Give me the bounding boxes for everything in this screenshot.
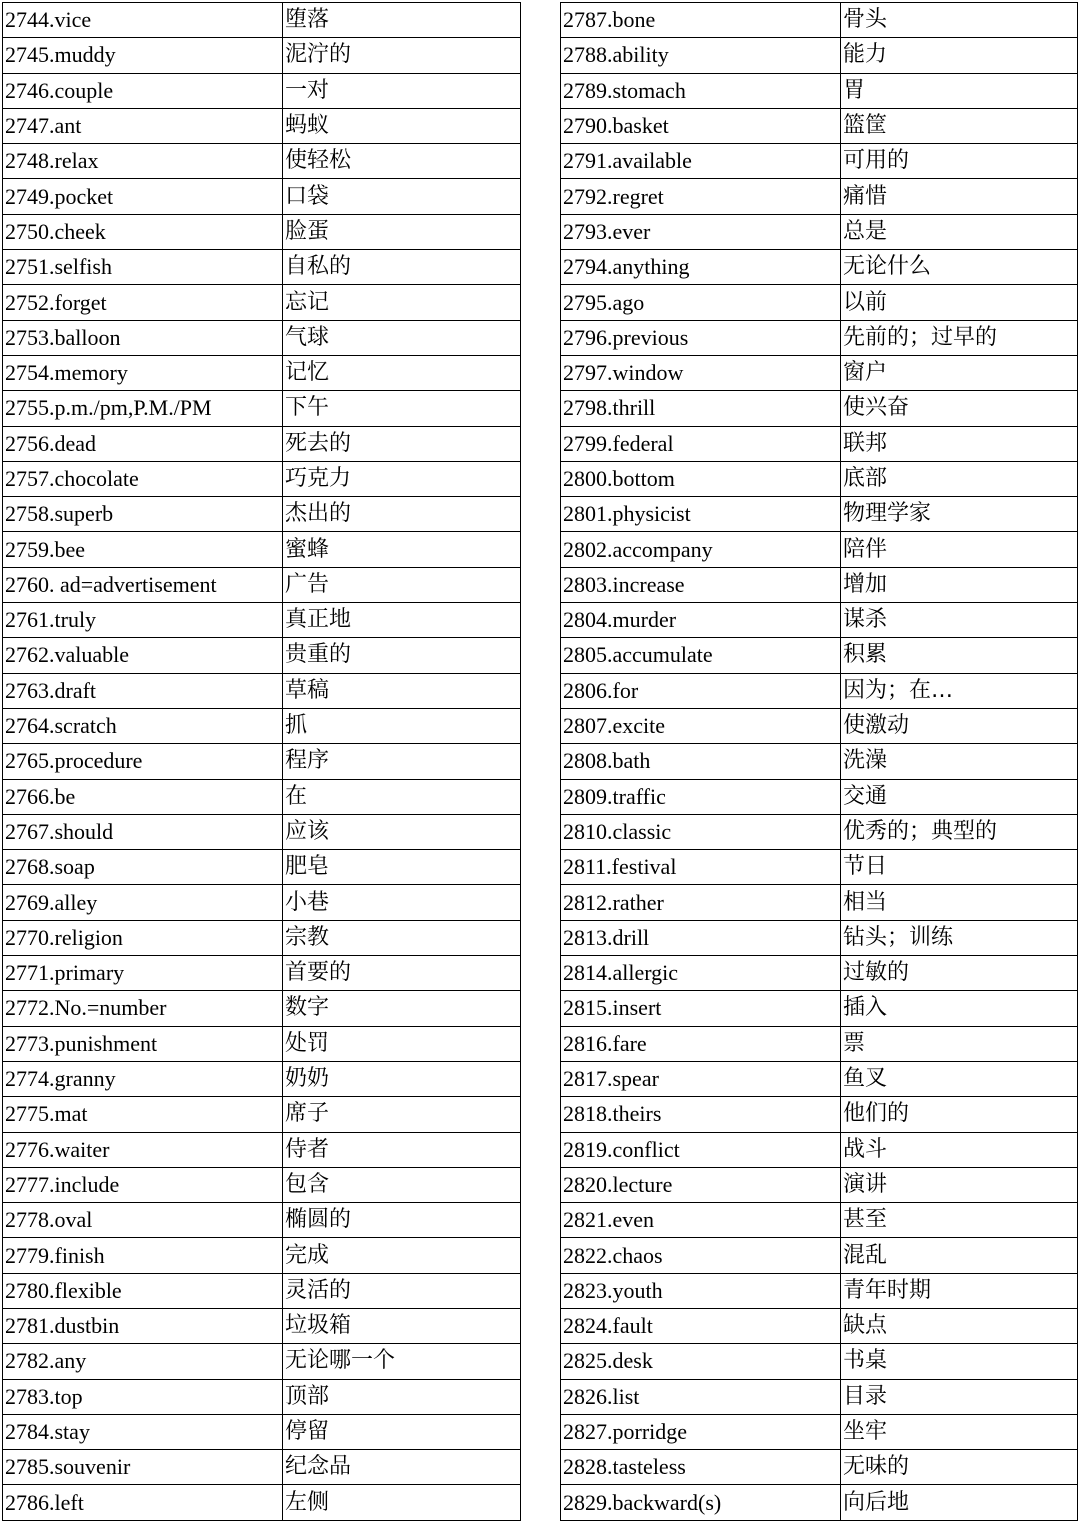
vocab-word: 2823.youth xyxy=(561,1273,841,1308)
table-row xyxy=(3,250,521,285)
vocab-word: 2815.insert xyxy=(561,991,841,1026)
vocab-meaning: 洗澡 xyxy=(841,744,1078,779)
table-row xyxy=(561,1273,1078,1308)
vocab-word: 2795.ago xyxy=(561,285,841,320)
table-row xyxy=(561,744,1078,779)
vocab-meaning: 票 xyxy=(841,1026,1078,1061)
vocab-word: 2744.vice xyxy=(3,3,283,38)
vocab-word: 2813.drill xyxy=(561,920,841,955)
vocab-meaning: 混乱 xyxy=(841,1238,1078,1273)
vocab-meaning: 窗户 xyxy=(841,355,1078,390)
vocab-word: 2761.truly xyxy=(3,603,283,638)
vocab-word: 2780.flexible xyxy=(3,1273,283,1308)
vocab-word: 2754.memory xyxy=(3,355,283,390)
vocab-word: 2756.dead xyxy=(3,426,283,461)
vocab-meaning: 宗教 xyxy=(283,920,521,955)
table-row xyxy=(561,426,1078,461)
vocab-word: 2757.chocolate xyxy=(3,461,283,496)
vocab-table-left-body xyxy=(3,3,521,1521)
vocab-meaning: 椭圆的 xyxy=(283,1203,521,1238)
vocab-word: 2821.even xyxy=(561,1203,841,1238)
vocab-word: 2759.bee xyxy=(3,532,283,567)
vocab-meaning: 钻头；训练 xyxy=(841,920,1078,955)
vocab-meaning: 蜜蜂 xyxy=(283,532,521,567)
vocab-word: 2753.balloon xyxy=(3,320,283,355)
vocab-word: 2800.bottom xyxy=(561,461,841,496)
vocab-word: 2771.primary xyxy=(3,956,283,991)
vocab-meaning: 首要的 xyxy=(283,956,521,991)
vocab-word: 2792.regret xyxy=(561,179,841,214)
vocab-meaning: 杰出的 xyxy=(283,497,521,532)
vocab-meaning: 积累 xyxy=(841,638,1078,673)
vocab-word: 2745.muddy xyxy=(3,38,283,73)
vocab-word: 2774.granny xyxy=(3,1061,283,1096)
table-row xyxy=(3,991,521,1026)
vocab-word: 2782.any xyxy=(3,1344,283,1379)
table-row xyxy=(3,885,521,920)
vocab-word: 2814.allergic xyxy=(561,956,841,991)
vocab-word: 2789.stomach xyxy=(561,73,841,108)
vocab-table-left xyxy=(2,2,521,1521)
table-row xyxy=(561,1308,1078,1343)
vocab-meaning: 自私的 xyxy=(283,250,521,285)
vocab-word: 2752.forget xyxy=(3,285,283,320)
vocab-word: 2769.alley xyxy=(3,885,283,920)
table-row xyxy=(561,250,1078,285)
vocab-word: 2790.basket xyxy=(561,108,841,143)
vocab-meaning: 顶部 xyxy=(283,1379,521,1414)
vocab-word: 2797.window xyxy=(561,355,841,390)
table-row xyxy=(561,956,1078,991)
vocab-word: 2762.valuable xyxy=(3,638,283,673)
vocab-word: 2804.murder xyxy=(561,603,841,638)
table-row xyxy=(3,391,521,426)
table-row xyxy=(561,603,1078,638)
table-row xyxy=(561,991,1078,1026)
vocab-meaning: 泥泞的 xyxy=(283,38,521,73)
vocab-meaning: 无味的 xyxy=(841,1450,1078,1485)
table-row xyxy=(3,638,521,673)
table-row xyxy=(561,1238,1078,1273)
vocab-meaning: 抓 xyxy=(283,708,521,743)
vocab-word: 2794.anything xyxy=(561,250,841,285)
table-row xyxy=(561,638,1078,673)
vocab-word: 2781.dustbin xyxy=(3,1308,283,1343)
vocab-meaning: 战斗 xyxy=(841,1132,1078,1167)
table-row xyxy=(561,497,1078,532)
vocab-word: 2764.scratch xyxy=(3,708,283,743)
vocab-word: 2807.excite xyxy=(561,708,841,743)
vocab-meaning: 无论什么 xyxy=(841,250,1078,285)
vocab-word: 2763.draft xyxy=(3,673,283,708)
vocab-meaning: 向后地 xyxy=(841,1485,1078,1520)
table-row xyxy=(3,1485,521,1520)
table-row xyxy=(3,1344,521,1379)
vocab-word: 2798.thrill xyxy=(561,391,841,426)
table-row xyxy=(3,567,521,602)
vocab-word: 2785.souvenir xyxy=(3,1450,283,1485)
vocab-word: 2786.left xyxy=(3,1485,283,1520)
table-row xyxy=(561,285,1078,320)
vocab-meaning: 程序 xyxy=(283,744,521,779)
table-row xyxy=(3,779,521,814)
vocab-word: 2822.chaos xyxy=(561,1238,841,1273)
table-row xyxy=(3,355,521,390)
vocab-meaning: 节日 xyxy=(841,850,1078,885)
table-row xyxy=(561,885,1078,920)
vocab-word: 2820.lecture xyxy=(561,1167,841,1202)
vocab-meaning: 演讲 xyxy=(841,1167,1078,1202)
table-row xyxy=(561,814,1078,849)
table-row xyxy=(561,108,1078,143)
vocab-word: 2776.waiter xyxy=(3,1132,283,1167)
vocab-meaning: 贵重的 xyxy=(283,638,521,673)
vocab-word: 2810.classic xyxy=(561,814,841,849)
vocab-word: 2802.accompany xyxy=(561,532,841,567)
vocab-meaning: 目录 xyxy=(841,1379,1078,1414)
table-row xyxy=(3,1097,521,1132)
vocab-word: 2766.be xyxy=(3,779,283,814)
vocab-word: 2791.available xyxy=(561,144,841,179)
vocab-word: 2826.list xyxy=(561,1379,841,1414)
vocab-meaning: 完成 xyxy=(283,1238,521,1273)
vocab-meaning: 交通 xyxy=(841,779,1078,814)
table-row xyxy=(561,1414,1078,1449)
table-row xyxy=(561,38,1078,73)
vocab-meaning: 蚂蚁 xyxy=(283,108,521,143)
vocab-word: 2783.top xyxy=(3,1379,283,1414)
vocab-meaning: 因为；在… xyxy=(841,673,1078,708)
vocab-word: 2760. ad=advertisement xyxy=(3,567,283,602)
vocab-meaning: 左侧 xyxy=(283,1485,521,1520)
vocab-word: 2812.rather xyxy=(561,885,841,920)
vocab-word: 2805.accumulate xyxy=(561,638,841,673)
table-row xyxy=(3,73,521,108)
table-row xyxy=(3,850,521,885)
table-row xyxy=(561,1485,1078,1520)
vocab-word: 2819.conflict xyxy=(561,1132,841,1167)
vocab-word: 2779.finish xyxy=(3,1238,283,1273)
table-row xyxy=(3,532,521,567)
table-row xyxy=(3,1308,521,1343)
vocab-word: 2755.p.m./pm,P.M./PM xyxy=(3,391,283,426)
vocab-meaning: 使轻松 xyxy=(283,144,521,179)
vocab-word: 2828.tasteless xyxy=(561,1450,841,1485)
vocab-meaning: 插入 xyxy=(841,991,1078,1026)
vocab-word: 2767.should xyxy=(3,814,283,849)
vocab-meaning: 总是 xyxy=(841,214,1078,249)
vocab-meaning: 应该 xyxy=(283,814,521,849)
table-row xyxy=(561,179,1078,214)
vocab-meaning: 鱼叉 xyxy=(841,1061,1078,1096)
vocab-word: 2784.stay xyxy=(3,1414,283,1449)
table-row xyxy=(561,355,1078,390)
table-row xyxy=(561,1132,1078,1167)
table-row xyxy=(561,1203,1078,1238)
vocab-word: 2827.porridge xyxy=(561,1414,841,1449)
table-row xyxy=(3,603,521,638)
table-row xyxy=(561,779,1078,814)
vocab-meaning: 青年时期 xyxy=(841,1273,1078,1308)
vocab-meaning: 纪念品 xyxy=(283,1450,521,1485)
vocab-word: 2748.relax xyxy=(3,144,283,179)
table-row xyxy=(561,1097,1078,1132)
vocab-meaning: 使激动 xyxy=(841,708,1078,743)
table-row xyxy=(561,214,1078,249)
vocab-meaning: 可用的 xyxy=(841,144,1078,179)
table-row xyxy=(3,1167,521,1202)
vocab-word: 2746.couple xyxy=(3,73,283,108)
table-row xyxy=(561,3,1078,38)
vocab-word: 2775.mat xyxy=(3,1097,283,1132)
table-row xyxy=(561,391,1078,426)
vocab-meaning: 草稿 xyxy=(283,673,521,708)
vocab-meaning: 坐牢 xyxy=(841,1414,1078,1449)
table-row xyxy=(3,1132,521,1167)
vocab-meaning: 堕落 xyxy=(283,3,521,38)
vocab-meaning: 物理学家 xyxy=(841,497,1078,532)
table-row xyxy=(561,673,1078,708)
vocab-meaning: 胃 xyxy=(841,73,1078,108)
table-row xyxy=(561,461,1078,496)
vocab-word: 2825.desk xyxy=(561,1344,841,1379)
vocab-word: 2811.festival xyxy=(561,850,841,885)
table-row xyxy=(3,1238,521,1273)
vocab-word: 2817.spear xyxy=(561,1061,841,1096)
table-row xyxy=(3,497,521,532)
table-row xyxy=(561,1167,1078,1202)
table-row xyxy=(3,1379,521,1414)
vocab-meaning: 包含 xyxy=(283,1167,521,1202)
table-row xyxy=(3,320,521,355)
table-row xyxy=(3,708,521,743)
vocab-meaning: 优秀的；典型的 xyxy=(841,814,1078,849)
table-row xyxy=(3,1026,521,1061)
vocab-meaning: 处罚 xyxy=(283,1026,521,1061)
vocab-meaning: 小巷 xyxy=(283,885,521,920)
table-row xyxy=(561,532,1078,567)
table-row xyxy=(3,956,521,991)
vocab-meaning: 相当 xyxy=(841,885,1078,920)
vocab-word: 2829.backward(s) xyxy=(561,1485,841,1520)
vocab-meaning: 真正地 xyxy=(283,603,521,638)
vocab-meaning: 过敏的 xyxy=(841,956,1078,991)
vocab-word: 2788.ability xyxy=(561,38,841,73)
vocab-word: 2793.ever xyxy=(561,214,841,249)
table-row xyxy=(3,3,521,38)
table-row xyxy=(561,73,1078,108)
vocab-meaning: 陪伴 xyxy=(841,532,1078,567)
vocab-meaning: 侍者 xyxy=(283,1132,521,1167)
vocab-meaning: 先前的；过早的 xyxy=(841,320,1078,355)
vocab-word: 2772.No.=number xyxy=(3,991,283,1026)
vocab-meaning: 缺点 xyxy=(841,1308,1078,1343)
vocab-word: 2818.theirs xyxy=(561,1097,841,1132)
vocab-word: 2765.procedure xyxy=(3,744,283,779)
table-row xyxy=(3,426,521,461)
vocab-meaning: 肥皂 xyxy=(283,850,521,885)
table-row xyxy=(3,285,521,320)
vocab-meaning: 联邦 xyxy=(841,426,1078,461)
table-row xyxy=(561,850,1078,885)
vocab-meaning: 巧克力 xyxy=(283,461,521,496)
vocab-table-right-body xyxy=(561,3,1078,1521)
vocab-meaning: 席子 xyxy=(283,1097,521,1132)
vocab-meaning: 灵活的 xyxy=(283,1273,521,1308)
vocab-word: 2773.punishment xyxy=(3,1026,283,1061)
vocab-word: 2809.traffic xyxy=(561,779,841,814)
vocab-word: 2801.physicist xyxy=(561,497,841,532)
vocab-word: 2758.superb xyxy=(3,497,283,532)
vocab-meaning: 底部 xyxy=(841,461,1078,496)
vocab-meaning: 下午 xyxy=(283,391,521,426)
table-row xyxy=(561,144,1078,179)
table-row xyxy=(3,461,521,496)
table-row xyxy=(561,320,1078,355)
table-row xyxy=(3,38,521,73)
table-row xyxy=(3,108,521,143)
vocab-meaning: 在 xyxy=(283,779,521,814)
vocab-meaning: 能力 xyxy=(841,38,1078,73)
vocab-meaning: 痛惜 xyxy=(841,179,1078,214)
table-row xyxy=(561,1061,1078,1096)
vocab-meaning: 记忆 xyxy=(283,355,521,390)
table-row xyxy=(561,1026,1078,1061)
vocab-word: 2750.cheek xyxy=(3,214,283,249)
table-row xyxy=(3,1273,521,1308)
vocab-word: 2816.fare xyxy=(561,1026,841,1061)
vocab-word: 2749.pocket xyxy=(3,179,283,214)
table-row xyxy=(3,920,521,955)
vocab-table-right xyxy=(560,2,1078,1521)
table-row xyxy=(3,814,521,849)
vocab-meaning: 死去的 xyxy=(283,426,521,461)
vocab-word: 2787.bone xyxy=(561,3,841,38)
table-row xyxy=(561,567,1078,602)
vocab-word: 2808.bath xyxy=(561,744,841,779)
vocab-meaning: 使兴奋 xyxy=(841,391,1078,426)
table-row xyxy=(3,1203,521,1238)
table-row xyxy=(561,708,1078,743)
table-row xyxy=(561,920,1078,955)
vocab-meaning: 停留 xyxy=(283,1414,521,1449)
table-row xyxy=(3,1450,521,1485)
vocab-word: 2770.religion xyxy=(3,920,283,955)
vocab-word: 2806.for xyxy=(561,673,841,708)
vocab-meaning: 数字 xyxy=(283,991,521,1026)
vocab-meaning: 甚至 xyxy=(841,1203,1078,1238)
vocab-meaning: 广告 xyxy=(283,567,521,602)
vocab-meaning: 书桌 xyxy=(841,1344,1078,1379)
table-row xyxy=(561,1379,1078,1414)
vocab-word: 2824.fault xyxy=(561,1308,841,1343)
vocab-meaning: 增加 xyxy=(841,567,1078,602)
vocab-word: 2768.soap xyxy=(3,850,283,885)
vocab-word: 2747.ant xyxy=(3,108,283,143)
table-row xyxy=(3,744,521,779)
vocab-word: 2751.selfish xyxy=(3,250,283,285)
vocab-meaning: 脸蛋 xyxy=(283,214,521,249)
vocab-meaning: 奶奶 xyxy=(283,1061,521,1096)
table-row xyxy=(3,1061,521,1096)
vocab-meaning: 气球 xyxy=(283,320,521,355)
vocab-meaning: 他们的 xyxy=(841,1097,1078,1132)
vocab-word: 2778.oval xyxy=(3,1203,283,1238)
vocab-word: 2796.previous xyxy=(561,320,841,355)
vocab-meaning: 篮筐 xyxy=(841,108,1078,143)
vocab-meaning: 忘记 xyxy=(283,285,521,320)
vocab-meaning: 骨头 xyxy=(841,3,1078,38)
table-row xyxy=(3,673,521,708)
vocab-meaning: 以前 xyxy=(841,285,1078,320)
vocab-meaning: 垃圾箱 xyxy=(283,1308,521,1343)
table-row xyxy=(561,1450,1078,1485)
table-row xyxy=(3,214,521,249)
vocab-meaning: 一对 xyxy=(283,73,521,108)
vocab-meaning: 口袋 xyxy=(283,179,521,214)
table-row xyxy=(3,1414,521,1449)
table-row xyxy=(3,179,521,214)
vocab-word: 2803.increase xyxy=(561,567,841,602)
vocab-meaning: 谋杀 xyxy=(841,603,1078,638)
vocab-word: 2777.include xyxy=(3,1167,283,1202)
table-row xyxy=(3,144,521,179)
vocab-word: 2799.federal xyxy=(561,426,841,461)
table-row xyxy=(561,1344,1078,1379)
vocab-meaning: 无论哪一个 xyxy=(283,1344,521,1379)
